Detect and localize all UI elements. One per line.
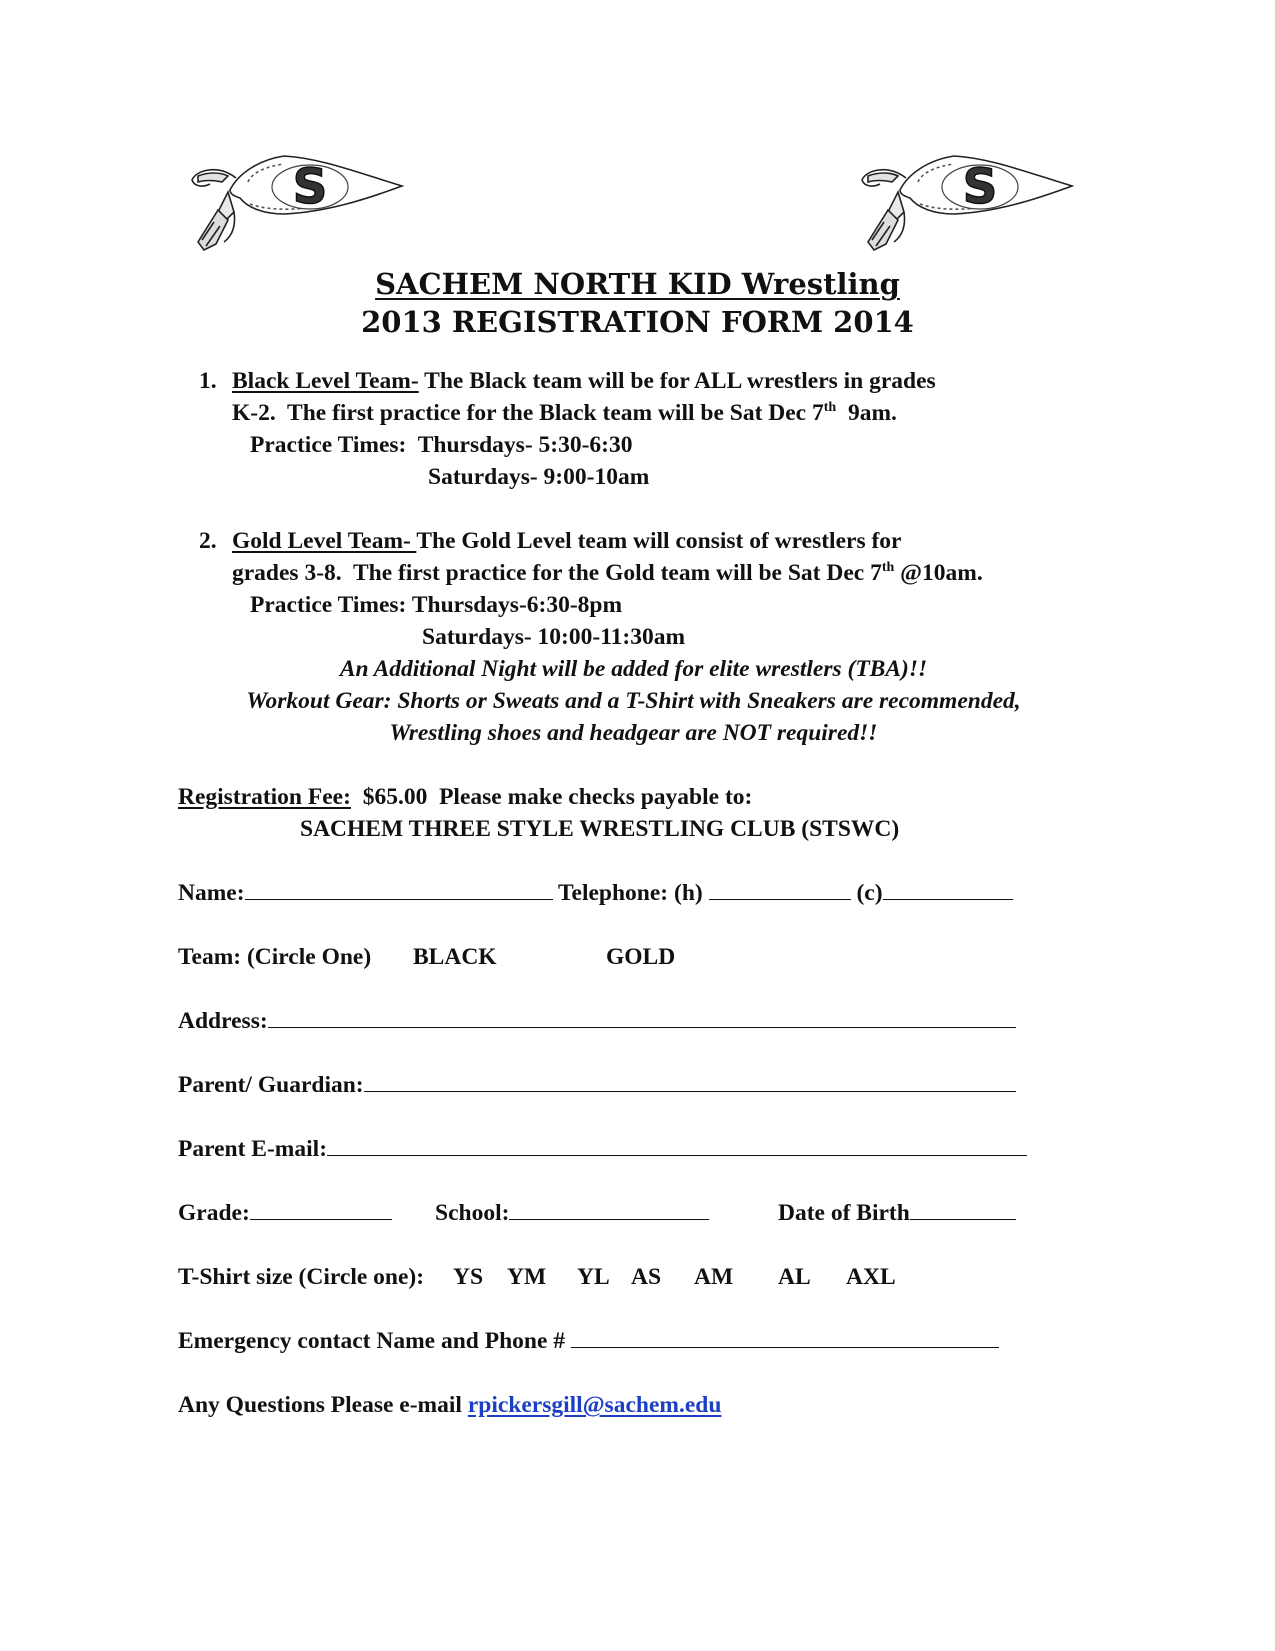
ordinal-suffix: th: [823, 400, 837, 416]
title-line-1: SACHEM NORTH KID Wrestling: [375, 267, 900, 301]
grade-row: [178, 1198, 392, 1228]
black-team-line-1: [232, 366, 936, 396]
equipment-note: Wrestling shoes and headgear are NOT required!!: [389, 720, 878, 746]
grade-label: Grade:: [178, 1200, 250, 1226]
name-field[interactable]: [245, 879, 553, 900]
address-label: Address:: [178, 1008, 268, 1034]
parent-guardian-field[interactable]: [364, 1071, 1016, 1092]
contact-email-link[interactable]: rpickersgill@sachem.edu: [467, 1392, 722, 1418]
gold-team-first-practice: grades 3-8. The first practice for the Gold team will be Sat Dec 7: [232, 560, 882, 586]
registration-fee-amount: $65.00 Please make checks payable to:: [350, 784, 753, 810]
gold-team-practice-thursday: Practice Times: Thursdays-6:30-8pm: [250, 592, 623, 618]
arrowhead-s-logo-right: [858, 150, 1098, 260]
payee-name: SACHEM THREE STYLE WRESTLING CLUB (STSWC): [300, 816, 900, 842]
date-of-birth-field[interactable]: [910, 1199, 1016, 1220]
dob-row: [778, 1198, 1016, 1228]
emergency-contact-label: Emergency contact Name and Phone #: [178, 1328, 571, 1354]
tshirt-size-al[interactable]: AL: [778, 1264, 811, 1290]
workout-gear-note: Workout Gear: Shorts or Sweats and a T-Shirt with Sneakers are recommended,: [246, 688, 1021, 714]
gold-team-line-1: [232, 526, 901, 556]
tshirt-size-yl[interactable]: YL: [577, 1264, 610, 1290]
emergency-contact-field[interactable]: [571, 1327, 999, 1348]
address-field[interactable]: [268, 1007, 1016, 1028]
elite-note: An Additional Night will be added for elite wrestlers (TBA)!!: [339, 656, 928, 682]
registration-fee: [178, 782, 752, 812]
page-title: [0, 265, 1275, 303]
black-team-practice-thursday: Practice Times: Thursdays- 5:30-6:30: [250, 432, 633, 458]
contact-text: Any Questions Please e-mail: [178, 1392, 468, 1418]
page-subtitle: 2013 REGISTRATION FORM 2014: [361, 305, 914, 339]
gold-team-desc: The Gold Level team will consist of wrestlers for: [416, 528, 902, 554]
black-team-first-practice: K-2. The first practice for the Black team will be Sat Dec 7: [232, 400, 824, 426]
emergency-row: [178, 1326, 999, 1356]
tshirt-size-am[interactable]: AM: [694, 1264, 734, 1290]
ordinal-suffix: th: [881, 560, 895, 576]
black-team-practice-saturday: Saturdays- 9:00-10am: [428, 464, 650, 490]
parent-row: [178, 1070, 1016, 1100]
gold-team-number: 2.: [199, 528, 217, 554]
team-label: Team: (Circle One): [178, 944, 372, 970]
logo-letter: S: [962, 159, 998, 215]
black-team-first-practice-time: 9am.: [836, 400, 897, 426]
black-team-number: 1.: [199, 368, 217, 394]
tshirt-size-axl[interactable]: AXL: [846, 1264, 896, 1290]
black-team-desc: The Black team will be for ALL wrestlers in grades: [418, 368, 936, 394]
contact-row: [178, 1390, 721, 1420]
gold-team-line-2: [232, 558, 983, 588]
black-team-line-2: [232, 398, 897, 428]
team-option-black[interactable]: BLACK: [413, 944, 497, 970]
gold-team-first-practice-time: @10am.: [894, 560, 983, 586]
gold-team-heading: Gold Level Team-: [232, 528, 417, 554]
tshirt-size-ys[interactable]: YS: [453, 1264, 484, 1290]
telephone-cell-field[interactable]: [883, 879, 1013, 900]
grade-field[interactable]: [250, 1199, 392, 1220]
gold-team-practice-saturday: Saturdays- 10:00-11:30am: [422, 624, 686, 650]
black-team-heading: Black Level Team-: [232, 368, 419, 394]
tshirt-size-as[interactable]: AS: [631, 1264, 662, 1290]
address-row: [178, 1006, 1016, 1036]
parent-guardian-label: Parent/ Guardian:: [178, 1072, 364, 1098]
arrowhead-s-logo-left: [188, 150, 428, 260]
parent-email-field[interactable]: [327, 1135, 1027, 1156]
school-row: [435, 1198, 709, 1228]
name-telephone-row: [178, 878, 1013, 908]
parent-email-label: Parent E-mail:: [178, 1136, 328, 1162]
school-label: School:: [435, 1200, 510, 1226]
name-label: Name:: [178, 880, 245, 906]
logo-letter: S: [292, 159, 328, 215]
date-of-birth-label: Date of Birth: [778, 1200, 910, 1226]
tshirt-label: T-Shirt size (Circle one):: [178, 1264, 425, 1290]
tshirt-size-ym[interactable]: YM: [507, 1264, 547, 1290]
telephone-cell-label: (c): [850, 880, 883, 906]
email-row: [178, 1134, 1027, 1164]
telephone-home-field[interactable]: [709, 879, 851, 900]
team-option-gold[interactable]: GOLD: [606, 944, 676, 970]
telephone-home-label: Telephone: (h): [552, 880, 709, 906]
school-field[interactable]: [509, 1199, 709, 1220]
registration-fee-label: Registration Fee:: [178, 784, 351, 810]
